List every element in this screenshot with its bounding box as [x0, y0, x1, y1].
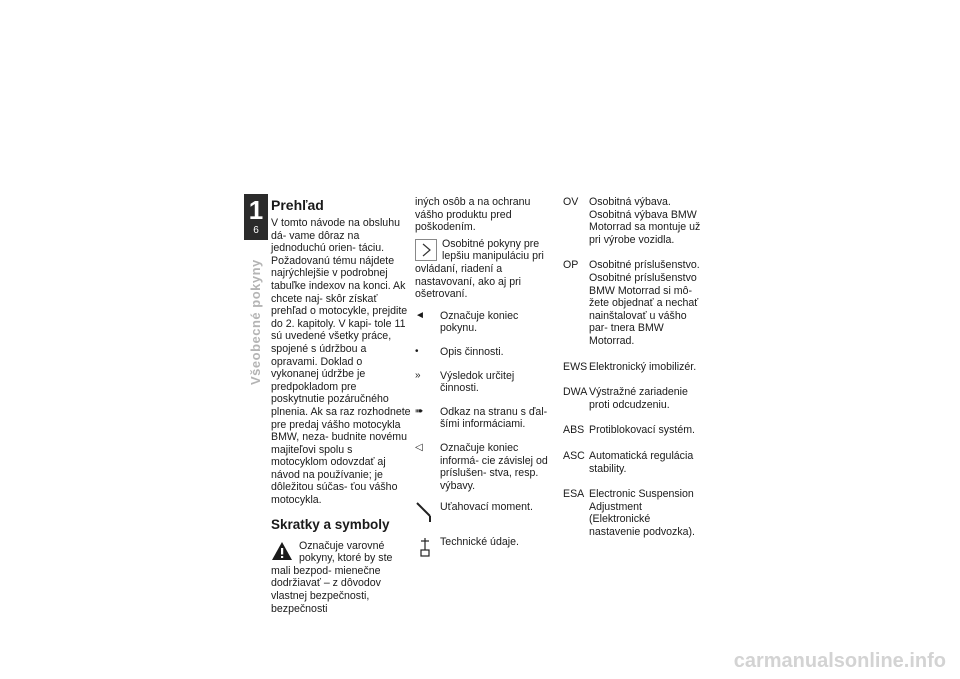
abbreviation-row — [563, 361, 703, 374]
chapter-tab — [244, 194, 268, 240]
symbol-row — [415, 501, 553, 528]
symbol-row — [415, 346, 553, 359]
symbol-row — [415, 406, 553, 431]
abbreviation-description: Výstražné zariadenie proti odcudzeniu. — [589, 386, 688, 411]
warning-text: Označuje varovné pokyny, ktoré by ste mali bezpod- mienečne dodržiavať – z dôvodov vlastnej bezpečnosti, bezpečnosti — [271, 539, 393, 615]
note-text: Osobitné pokyny pre lepšiu manipuláciu pri ovládaní, riadení a nastavovaní, ako aj pri ošetrovaní. — [415, 237, 544, 301]
abbreviation-key: DWA — [563, 386, 588, 399]
symbol-row — [415, 536, 553, 563]
symbol-description: Technické údaje. — [440, 535, 519, 548]
page-number: 6 — [253, 225, 259, 236]
abbreviation-key: ASC — [563, 449, 585, 462]
overview-heading: Prehľad — [271, 197, 324, 213]
abbreviation-key: OP — [563, 259, 579, 272]
abbreviation-row — [563, 488, 703, 538]
abbreviation-row — [563, 424, 703, 437]
abbreviation-description: Automatická regulácia stability. — [589, 449, 694, 475]
column-3 — [563, 196, 703, 551]
abbreviation-description: Osobitná výbava. Osobitná výbava BMW Motorrad sa montuje už pri výrobe vozidla. — [589, 196, 701, 246]
warning-block — [271, 540, 411, 616]
end-marker-icon: ◄ — [415, 309, 425, 321]
abbreviation-row — [563, 386, 703, 411]
column-1 — [271, 196, 411, 615]
abbreviation-row — [563, 259, 703, 347]
bullet-icon: • — [415, 345, 419, 357]
abbreviation-description: Electronic Suspension Adjustment (Elektronické nastavenie podvozka). — [589, 488, 696, 538]
warning-text-continued: iných osôb a na ochranu vášho produktu pred poškodením. — [415, 196, 531, 234]
symbol-description: Výsledok určitej činnosti. — [440, 369, 515, 395]
end-info-icon: ◁ — [415, 441, 423, 453]
abbreviation-row — [563, 450, 703, 475]
chapter-number: 1 — [248, 195, 264, 225]
symbol-description: Označuje koniec pokynu. — [440, 309, 519, 335]
abbreviation-key: OV — [563, 196, 579, 208]
torque-wrench-icon — [415, 501, 435, 523]
result-icon: » — [415, 369, 421, 381]
note-icon — [415, 239, 437, 261]
abbreviation-description: Osobitné príslušenstvo. Osobitné príslušenstvo BMW Motorrad si mô- žete objednať a nechať nainštalovať u vášho par- tnera BMW Motorrad. — [589, 259, 700, 347]
symbol-description: Uťahovací moment. — [440, 501, 533, 514]
abbreviations-heading: Skratky a symboly — [271, 516, 390, 532]
symbol-row — [415, 370, 553, 395]
symbol-row — [415, 442, 553, 492]
abbreviation-description: Protiblokovací systém. — [589, 424, 695, 437]
symbol-description: Opis činnosti. — [440, 345, 504, 358]
arrow-reference-icon: ➠ — [415, 405, 424, 417]
column-2 — [415, 196, 553, 562]
chapter-side-label: Všeobecné pokyny — [248, 259, 263, 385]
note-block — [415, 238, 553, 301]
abbreviation-row — [563, 196, 703, 246]
overview-body: V tomto návode na obsluhu dá- vame dôraz na jednoduchú orien- táciu. Požadovanú tému nájdete najrýchlejšie v podrobnej tabuľke indexov na konci. Ak chcete naj- skôr získať prehľad o motocykle, prejdite do 2. kapitoly. V kapi- tole 11 sú uvedené všetky práce, spojené s údržbou a opravami. Doklad o vykonanej údržbe je predpokladom pre poskytnutie pozáručného plnenia. Ak sa raz rozhodnete pre predaj vášho motocykla BMW, neza- budnite novému majiteľovi spolu s motocyklom odovzdať aj návod na používanie; je dôležitou súčas- ťou vášho motocykla. — [271, 217, 411, 507]
abbreviation-key: ABS — [563, 424, 585, 437]
symbol-description: Odkaz na stranu s ďal- šími informáciami. — [440, 405, 548, 431]
warning-icon — [271, 541, 293, 561]
abbreviation-description: Elektronický imobilizér. — [589, 360, 697, 373]
abbreviation-key: EWS — [563, 360, 588, 373]
symbol-row — [415, 310, 553, 335]
watermark: carmanualsonline.info — [733, 650, 946, 672]
symbol-description: Označuje koniec informá- cie závislej od príslušen- stva, resp. výbavy. — [440, 441, 548, 492]
technical-data-icon — [415, 536, 435, 558]
abbreviation-key: ESA — [563, 488, 585, 501]
